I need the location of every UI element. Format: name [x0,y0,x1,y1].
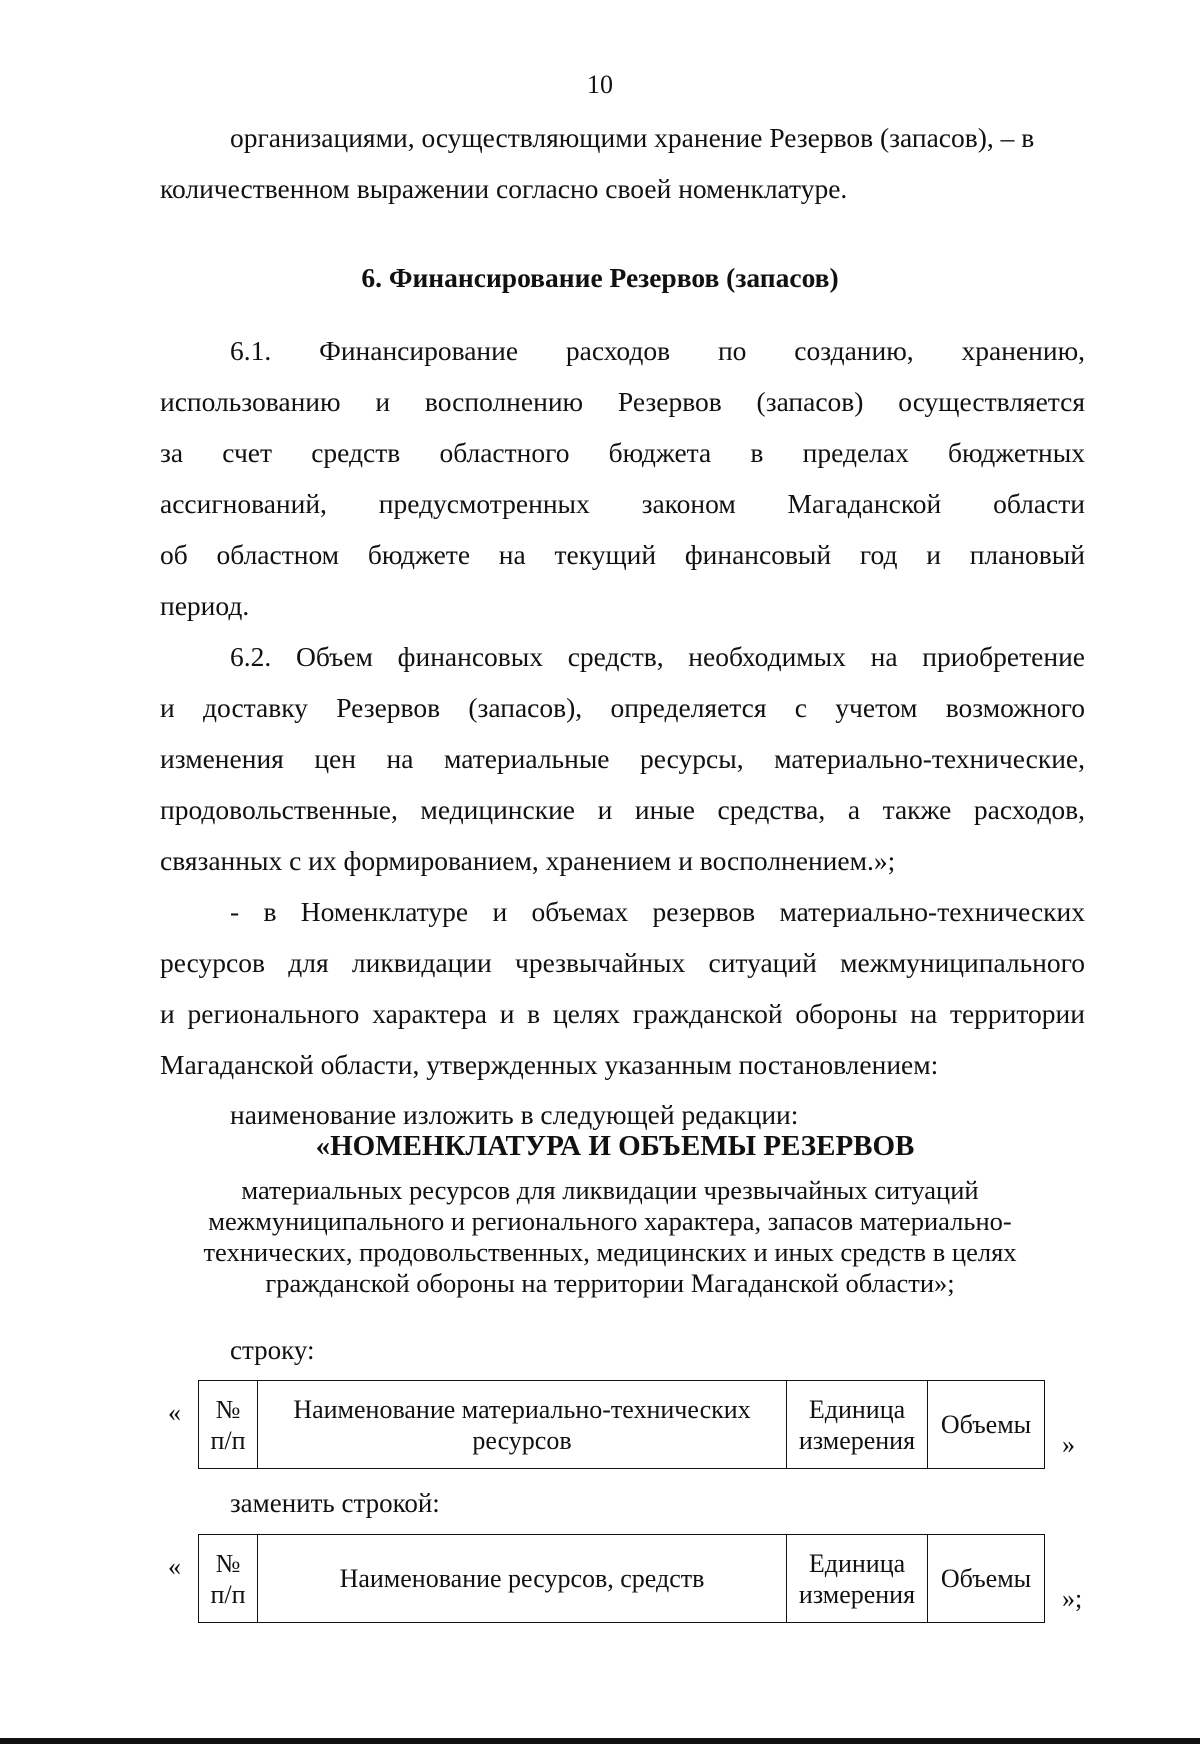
paragraph-nomenclature [160,886,1085,1090]
cell-number-line: № [215,1548,241,1578]
nomenclature-title: «НОМЕНКЛАТУРА И ОБЪЕМЫ РЕЗЕРВОВ [315,1130,915,1162]
nomen-line: Магаданской области, утвержденных указанным постановлением: [160,1049,939,1080]
table-new-row [198,1534,1045,1623]
quote-close-new: »; [1062,1584,1083,1613]
cell-volume: Объемы [928,1535,1045,1623]
page-number: 10 [587,70,613,99]
intro-line-1: организациями, осуществляющими хранение Резервов (запасов), – в [230,122,1035,153]
nomen-line: и регионального характера и в целях гражданской обороны на территории [160,998,1085,1029]
cell-number [199,1535,258,1623]
nomen-line: ресурсов для ликвидации чрезвычайных ситуаций межмуниципального [160,947,1085,978]
intro-paragraph [160,112,1085,214]
intro-line-2: количественном выражении согласно своей номенклатуре. [160,173,848,204]
p62-line: изменения цен на материальные ресурсы, материально-технические, [160,743,1085,774]
cell-unit-line: Единица [808,1548,906,1578]
table-old-row [198,1380,1045,1469]
nomen-sub-line: технических, продовольственных, медицинских и иных средств в целях [203,1237,1017,1267]
p61-line: за счет средств областного бюджета в пределах бюджетных [160,437,1085,468]
label-replace: заменить строкой: [230,1488,440,1518]
cell-number-line: № [215,1394,241,1424]
p61-line: 6.1. Финансирование расходов по созданию, хранению, [230,335,1085,366]
quote-open-new: « [168,1552,181,1581]
cell-volume: Объемы [928,1381,1045,1469]
p62-line: связанных с их формированием, хранением и восполнением.»; [160,845,896,876]
nomenclature-subtitle [150,1175,1070,1299]
quote-close-old: » [1062,1430,1075,1459]
cell-name [258,1381,787,1469]
p61-line: ассигнований, предусмотренных законом Магаданской области [160,488,1085,519]
cell-unit [787,1381,928,1469]
paragraph-6-2 [160,631,1085,886]
section-title: 6. Финансирование Резервов (запасов) [361,262,839,293]
cell-number [199,1381,258,1469]
nomen-sub-line: материальных ресурсов для ликвидации чрезвычайных ситуаций [241,1175,979,1205]
quote-open-old: « [168,1398,181,1427]
nomen-line: - в Номенклатуре и объемах резервов материально-технических [230,896,1085,927]
cell-name-line: Наименование материально-технических [293,1394,751,1424]
cell-name: Наименование ресурсов, средств [258,1535,787,1623]
label-row: строку: [230,1335,315,1365]
p62-line: и доставку Резервов (запасов), определяется с учетом возможного [160,692,1085,723]
nomen-sub-line: гражданской обороны на территории Магаданской области»; [265,1268,955,1298]
cell-unit-line: измерения [798,1579,916,1609]
cell-name-line: ресурсов [472,1425,572,1455]
p61-line: об областном бюджете на текущий финансовый год и плановый [160,539,1085,570]
bottom-scan-edge [0,1738,1200,1744]
cell-unit-line: Единица [808,1394,906,1424]
p62-line: продовольственные, медицинские и иные средства, а также расходов, [160,794,1085,825]
cell-number-line: п/п [210,1425,246,1455]
cell-number-line: п/п [210,1579,246,1609]
p61-line: использованию и восполнению Резервов (запасов) осуществляется [160,386,1085,417]
instruction-line: наименование изложить в следующей редакции: [230,1099,799,1130]
p62-line: 6.2. Объем финансовых средств, необходимых на приобретение [230,641,1085,672]
p61-line: период. [160,590,250,621]
cell-unit-line: измерения [798,1425,916,1455]
cell-unit [787,1535,928,1623]
nomen-sub-line: межмуниципального и регионального характера, запасов материально- [208,1206,1012,1236]
paragraph-6-1 [160,325,1085,631]
